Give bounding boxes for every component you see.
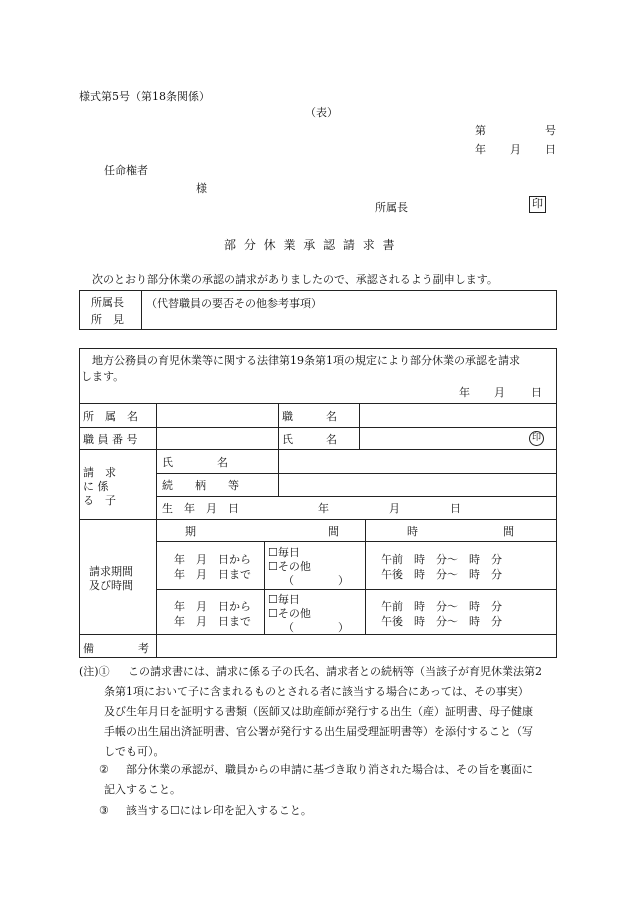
note1-line4: 手帳の出生届出済証明書、官公署が発行する出生届受理証明書等）を添付すること（写 (104, 725, 533, 738)
row-line (79, 403, 557, 404)
birth-year: 年 (318, 502, 329, 515)
name-label: 氏 名 (282, 433, 337, 446)
affiliation-label: 所 属 名 (83, 410, 138, 423)
number-label-go: 号 (545, 124, 556, 137)
row-line (79, 427, 557, 428)
note2-line2: 記入すること。 (104, 783, 181, 796)
col-line (264, 541, 265, 634)
seal-box: 印 (529, 196, 546, 213)
child-name-label: 氏 名 (162, 456, 228, 469)
request-statement-2: します。 (81, 370, 125, 383)
period-header-1: 期 (185, 525, 196, 538)
date-day: 日 (545, 143, 556, 156)
row-line (79, 449, 557, 450)
request-date-year: 年 (459, 386, 470, 399)
document-title: 部 分 休 業 承 認 請 求 書 (224, 238, 397, 252)
period2-other-checkbox[interactable]: ☐その他 (268, 607, 311, 620)
remarks-label: 備 考 (83, 642, 149, 655)
period1-from: 年 月 日から (174, 553, 251, 566)
birth-day: 日 (450, 502, 461, 515)
row-line (156, 496, 557, 497)
row-line (156, 473, 557, 474)
note1-line2: 条第1項において子に含まれるものとされる者に該当する場合にあっては、その事実） (104, 685, 529, 698)
request-statement-1: 地方公務員の育児休業等に関する法律第19条第1項の規定により部分休業の承認を請求 (92, 354, 520, 367)
name-seal: 印 (529, 431, 544, 446)
honorific-sama: 様 (196, 182, 207, 195)
period2-am: 午前 時 分～ 時 分 (381, 600, 502, 613)
request-date-month: 月 (494, 386, 505, 399)
position-label: 職 名 (282, 410, 337, 423)
time-header-1: 時 (407, 525, 418, 538)
note1-line5: しでも可）。 (104, 745, 165, 758)
col-line (156, 403, 157, 658)
col-line (278, 403, 279, 496)
note3-line1: 該当する☐にはレ印を記入すること。 (126, 804, 312, 817)
period2-everyday-checkbox[interactable]: ☐毎日 (268, 593, 300, 606)
period1-to: 年 月 日まで (174, 568, 251, 581)
note2-mark: ② (99, 763, 109, 776)
opinion-divider (141, 290, 142, 330)
opinion-label-2: 所 見 (91, 313, 124, 326)
child-label-1: 請 求 (83, 466, 116, 479)
note2-line1: 部分休業の承認が、職員からの申請に基づき取り消された場合は、その旨を裏面に (126, 763, 533, 776)
date-year: 年 (475, 143, 486, 156)
period2-other-paren: （ ） (283, 621, 349, 634)
opinion-content: （代替職員の要否その他参考事項） (146, 297, 322, 310)
request-date-day: 日 (531, 386, 542, 399)
number-label-dai: 第 (475, 124, 486, 137)
period-header-2: 間 (328, 525, 339, 538)
period1-pm: 午後 時 分～ 時 分 (381, 568, 502, 581)
dept-head-label: 所属長 (375, 201, 408, 214)
row-line (79, 519, 557, 520)
relation-label: 続 柄 等 (162, 479, 239, 492)
period2-to: 年 月 日まで (174, 615, 251, 628)
birth-month: 月 (389, 502, 400, 515)
period-label-1: 請求期間 (89, 565, 133, 578)
period2-pm: 午後 時 分～ 時 分 (381, 615, 502, 628)
appointer-label: 任命権者 (104, 164, 148, 177)
child-label-2: に 係 (83, 480, 109, 493)
birthdate-label: 生 年 月 日 (162, 502, 239, 515)
col-line (359, 403, 360, 449)
row-line (156, 541, 557, 542)
form-number: 様式第5号（第18条関係） (79, 90, 210, 103)
note1-line3: 及び生年月日を証明する書類（医師又は助産師が発行する出生（産）証明書、母子健康 (104, 705, 533, 718)
period1-other-checkbox[interactable]: ☐その他 (268, 560, 311, 573)
period1-other-paren: （ ） (283, 574, 349, 587)
note3-mark: ③ (99, 804, 109, 817)
child-label-3: る 子 (83, 494, 116, 507)
period2-from: 年 月 日から (174, 600, 251, 613)
col-line (365, 519, 366, 634)
time-header-2: 間 (503, 525, 514, 538)
date-month: 月 (510, 143, 521, 156)
opinion-label-1: 所属長 (91, 296, 124, 309)
row-line (156, 589, 557, 590)
period1-everyday-checkbox[interactable]: ☐毎日 (268, 546, 300, 559)
employee-number-label: 職 員 番 号 (83, 433, 138, 446)
period-label-2: 及び時間 (89, 579, 133, 592)
note1-line1: この請求書には、請求に係る子の氏名、請求者との続柄等（当該子が育児休業法第2 (128, 665, 542, 678)
side-label: （表） (305, 106, 338, 119)
period1-am: 午前 時 分～ 時 分 (381, 553, 502, 566)
intro-text: 次のとおり部分休業の承認の請求がありましたので、承認されるよう副申します。 (92, 273, 498, 286)
notes-head: (注)① (79, 665, 110, 678)
